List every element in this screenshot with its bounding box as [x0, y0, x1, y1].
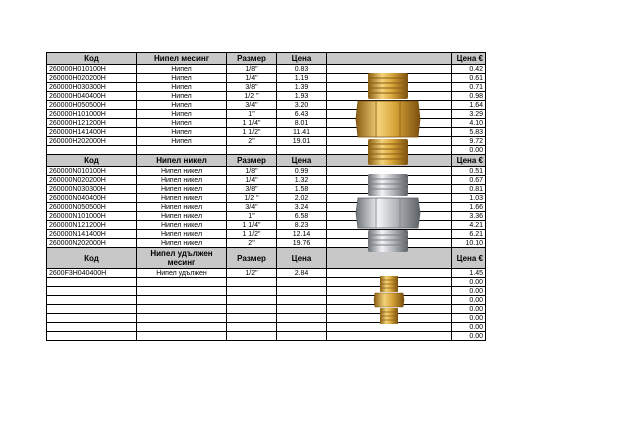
cell-product-name: Нипел никел [137, 194, 227, 203]
cell-size [227, 278, 277, 287]
header-size: Размер [227, 53, 277, 65]
cell-price [277, 305, 327, 314]
cell-product-name [137, 287, 227, 296]
cell-size [227, 323, 277, 332]
cell-price-eur: 1.45 [452, 269, 486, 278]
cell-code: 260000H010100H [47, 65, 137, 74]
cell-product-name: Нипел [137, 128, 227, 137]
cell-size [227, 146, 277, 155]
cell-size [227, 332, 277, 341]
cell-price-eur: 5.83 [452, 128, 486, 137]
cell-price-eur: 0.81 [452, 185, 486, 194]
cell-code [47, 305, 137, 314]
cell-size: 1" [227, 212, 277, 221]
cell-size: 3/4" [227, 203, 277, 212]
cell-product-name: Нипел [137, 119, 227, 128]
cell-price: 3.20 [277, 101, 327, 110]
cell-size [227, 305, 277, 314]
cell-code: 260000H202000H [47, 137, 137, 146]
cell-price: 2.84 [277, 269, 327, 278]
cell-product-name: Нипел никел [137, 239, 227, 248]
header-price-eur: Цена € [452, 155, 486, 167]
cell-product-name [137, 296, 227, 305]
cell-product-name [137, 305, 227, 314]
cell-code [47, 146, 137, 155]
cell-product-name [137, 146, 227, 155]
cell-product-name: Нипел [137, 83, 227, 92]
cell-product-name: Нипел никел [137, 230, 227, 239]
cell-price [277, 332, 327, 341]
table-row [47, 314, 486, 323]
cell-size: 1/2 " [227, 194, 277, 203]
cell-size: 1 1/2" [227, 230, 277, 239]
cell-size [227, 314, 277, 323]
cell-price: 1.58 [277, 185, 327, 194]
section-header-row [47, 53, 486, 65]
cell-price: 1.19 [277, 74, 327, 83]
cell-product-name [137, 278, 227, 287]
header-price: Цена [277, 155, 327, 167]
cell-code: 260000H050500H [47, 101, 137, 110]
cell-price-eur: 1.66 [452, 203, 486, 212]
cell-product-name: Нипел [137, 65, 227, 74]
cell-price: 1.39 [277, 83, 327, 92]
cell-product-name: Нипел удължен [137, 269, 227, 278]
cell-price: 3.24 [277, 203, 327, 212]
cell-product-name: Нипел никел [137, 221, 227, 230]
cell-code: 260000N141400H [47, 230, 137, 239]
cell-price-eur: 0.98 [452, 92, 486, 101]
cell-code: 260000N040400H [47, 194, 137, 203]
table-row [47, 287, 486, 296]
cell-size: 1 1/4" [227, 119, 277, 128]
header-size: Размер [227, 155, 277, 167]
cell-code: 260000N010100H [47, 167, 137, 176]
header-product-name: Нипел месинг [137, 53, 227, 65]
cell-price: 19.01 [277, 137, 327, 146]
cell-code: 260000N202000H [47, 239, 137, 248]
header-code: Код [47, 155, 137, 167]
cell-price-eur: 0.71 [452, 83, 486, 92]
cell-code: 260000H121200H [47, 119, 137, 128]
cell-price-eur: 1.03 [452, 194, 486, 203]
cell-price-eur: 0.00 [452, 278, 486, 287]
cell-product-name: Нипел [137, 101, 227, 110]
cell-code [47, 332, 137, 341]
header-product-name: Нипел удължен месинг [137, 248, 227, 269]
cell-price: 8.01 [277, 119, 327, 128]
cell-code: 260000N050500H [47, 203, 137, 212]
table-row [47, 332, 486, 341]
cell-size: 1 1/4" [227, 221, 277, 230]
cell-price: 6.58 [277, 212, 327, 221]
cell-price-eur: 1.64 [452, 101, 486, 110]
cell-code: 260000N121200H [47, 221, 137, 230]
cell-price-eur: 3.36 [452, 212, 486, 221]
cell-code: 260000H040400H [47, 92, 137, 101]
cell-size: 1/8" [227, 167, 277, 176]
cell-price-eur: 4.21 [452, 221, 486, 230]
cell-product-name [137, 332, 227, 341]
header-code: Код [47, 53, 137, 65]
cell-price: 0.83 [277, 65, 327, 74]
cell-product-name: Нипел никел [137, 203, 227, 212]
cell-price-eur: 0.00 [452, 287, 486, 296]
cell-price [277, 314, 327, 323]
cell-size [227, 296, 277, 305]
cell-price: 1.93 [277, 92, 327, 101]
cell-code: 260000H141400H [47, 128, 137, 137]
cell-price-eur: 0.00 [452, 305, 486, 314]
cell-code [47, 314, 137, 323]
cell-price-eur: 0.67 [452, 176, 486, 185]
cell-size: 1 1/2" [227, 128, 277, 137]
cell-price-eur: 0.00 [452, 314, 486, 323]
cell-code: 260000N030300H [47, 185, 137, 194]
cell-price: 0.99 [277, 167, 327, 176]
cell-size: 1/2" [227, 269, 277, 278]
cell-price: 2.02 [277, 194, 327, 203]
cell-size: 1/4" [227, 74, 277, 83]
cell-code [47, 287, 137, 296]
cell-price-eur: 0.51 [452, 167, 486, 176]
cell-size: 3/8" [227, 83, 277, 92]
cell-price: 12.14 [277, 230, 327, 239]
cell-code: 260000H020200H [47, 74, 137, 83]
cell-size: 1/2 " [227, 92, 277, 101]
header-code: Код [47, 248, 137, 269]
cell-price-eur: 0.00 [452, 323, 486, 332]
cell-price-eur: 4.10 [452, 119, 486, 128]
cell-price: 1.32 [277, 176, 327, 185]
cell-code [47, 278, 137, 287]
cell-code: 260000H030300H [47, 83, 137, 92]
cell-price-eur: 3.29 [452, 110, 486, 119]
cell-code [47, 323, 137, 332]
cell-code [47, 296, 137, 305]
cell-product-name: Нипел никел [137, 176, 227, 185]
cell-size: 2" [227, 137, 277, 146]
header-price: Цена [277, 53, 327, 65]
cell-size: 1/4" [227, 176, 277, 185]
cell-product-name: Нипел [137, 110, 227, 119]
brass-long-nipple-image [372, 274, 406, 326]
cell-price [277, 323, 327, 332]
cell-price: 19.76 [277, 239, 327, 248]
cell-price-eur: 0.00 [452, 296, 486, 305]
cell-price [277, 278, 327, 287]
cell-product-name: Нипел никел [137, 167, 227, 176]
cell-price [277, 146, 327, 155]
cell-size: 1" [227, 110, 277, 119]
cell-product-name: Нипел [137, 92, 227, 101]
cell-product-name [137, 314, 227, 323]
cell-product-name: Нипел никел [137, 212, 227, 221]
table-row [47, 323, 486, 332]
cell-size: 3/8" [227, 185, 277, 194]
cell-size: 1/8" [227, 65, 277, 74]
table-row [47, 269, 486, 278]
cell-product-name: Нипел [137, 137, 227, 146]
cell-code: 260000N101000H [47, 212, 137, 221]
cell-size [227, 287, 277, 296]
cell-price-eur: 9.72 [452, 137, 486, 146]
cell-price-eur: 0.42 [452, 65, 486, 74]
cell-price: 6.43 [277, 110, 327, 119]
cell-price-eur: 6.21 [452, 230, 486, 239]
nickel-hex-nipple-image [354, 172, 422, 254]
table-row [47, 296, 486, 305]
header-price: Цена [277, 248, 327, 269]
cell-price [277, 296, 327, 305]
header-price-eur: Цена € [452, 248, 486, 269]
cell-product-name: Нипел [137, 74, 227, 83]
cell-price-eur: 0.00 [452, 332, 486, 341]
header-price-eur: Цена € [452, 53, 486, 65]
header-size: Размер [227, 248, 277, 269]
cell-price: 11.41 [277, 128, 327, 137]
table-row [47, 305, 486, 314]
cell-price-eur: 10.10 [452, 239, 486, 248]
cell-price-eur: 0.61 [452, 74, 486, 83]
brass-hex-nipple-image [354, 71, 422, 167]
cell-code: 260000H101000H [47, 110, 137, 119]
cell-price [277, 287, 327, 296]
cell-image-area [327, 332, 452, 341]
header-product-name: Нипел никел [137, 155, 227, 167]
price-list-sheet [46, 52, 485, 341]
cell-code: 2600F3H040400H [47, 269, 137, 278]
cell-code: 260000N020200H [47, 176, 137, 185]
table-row [47, 278, 486, 287]
cell-price-eur: 0.00 [452, 146, 486, 155]
cell-size: 3/4" [227, 101, 277, 110]
cell-size: 2" [227, 239, 277, 248]
cell-price: 8.23 [277, 221, 327, 230]
cell-product-name [137, 323, 227, 332]
header-image-cell [327, 53, 452, 65]
cell-product-name: Нипел никел [137, 185, 227, 194]
